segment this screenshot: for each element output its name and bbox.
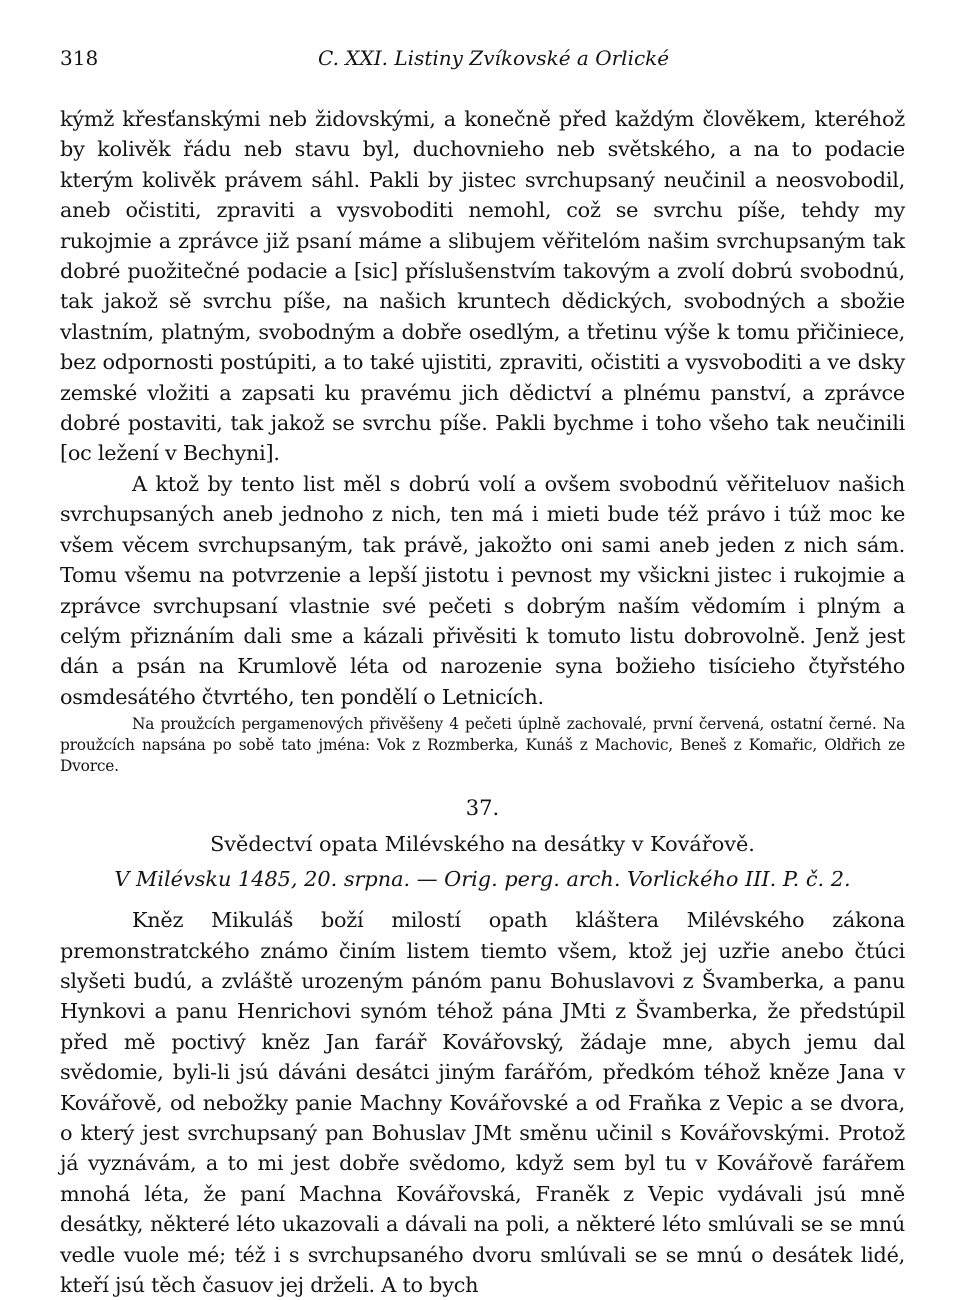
page-number: 318 [60, 46, 99, 70]
document-text [60, 905, 905, 1300]
running-head [60, 40, 905, 76]
charter-paragraph: kýmž křesťanskými neb židovskými, a konečně před každým člověkem, kteréhož by kolivěk řádu neb stavu byl, duchovnieho neb světského, a na to podacie kterým kolivěk právem sáhl. Pakli by jistec svrchupsaný neučinil a neosvobodil, aneb očistiti, zpraviti a vysvoboditi nemohl, což se svrchu píše, tehdy my rukojmie a zprávce již psaní máme a slibujem věřitelóm našim svrchupsaným tak dobré puožitečné podacie a [sic] příslušenstvím takovým a zvolí dobrú svobodnú, tak jakož sě svrchu píše, na našich kruntech dědických, svobodných a sbožie vlastním, platným, svobodným a dobře osedlým, a třetinu výše k tomu přičiniece, bez odpornosti postúpiti, a to také ujistiti, zpraviti, očistiti a vysvoboditi a ve dsky zemské vložiti a zapsati ku pravému jich dědictví a plnému panství, a zprávce dobré postaviti, tak jakož se svrchu píše. Pakli bychme i toho všeho tak neučinili [oc ležení v Bechyni]. [60, 107, 905, 466]
charter-paragraph: A ktož by tento list měl s dobrú volí a ovšem svobodnú věřiteluov našich svrchupsaných aneb jednoho z nich, ten má i mieti bude též právo i túž moc ke všem věcem svrchupsaným, tak právě, jakožto oni sami aneb jeden z nich sám. Tomu všemu na potvrzenie a lepší jistotu i pevnost my všickni jistec i rukojmie a zprávce svrchupsaní vlastnie své pečeti s dobrým naším vědomím i plným a celým přiznáním dali sme a kázali přivěsiti k tomuto listu dobrovolně. Jenž jest dán a psán na Krumlově léta od narozenie syna božieho tisícieho čtyřstého osmdesátého čtvrtého, ten pondělí o Letnicích. [60, 471, 905, 709]
document-date-line: V Milévsku 1485, 20. srpna. — Orig. perg. arch. Vorlického III. P. č. 2. [114, 867, 851, 892]
document-title: Svědectví opata Milévského na desátky v Kovářově. [210, 832, 755, 857]
seal-note: Na proužcích pergamenových přivěšeny 4 pečeti úplně zachovalé, první červená, ostatní černé. Na proužcích napsána po sobě tato jména: Vok z Rozmberka, Kunáš z Machovic, Beneš z Komařic, Oldřich ze Dvorce. [60, 715, 905, 776]
charter-text [60, 104, 905, 777]
document-number: 37. [465, 796, 500, 821]
book-page [60, 40, 905, 1297]
document-paragraph: Kněz Mikuláš boží milostí opath kláštera Milévského zákona premonstratckého známo činím listem tiemto všem, ktož jej uzřie anebo čtúci slyšeti budú, a zvláště urozeným pánóm panu Bohuslavovi z Švamberka, a panu Hynkovi a panu Henrichovi synóm téhož pána JMti z Švamberka, že předstúpil před mě poctivý kněz Jan farář Kovářovský, žádaje mne, abych jemu dal svědomie, byli-li jsú dáváni desátci jiným farářóm, předkóm téhož kněze Jana v Kovářově, od nebožky panie Machny Kovářovské a od Fraňka z Vepic a se dvora, o který jest svrchupsaný pan Bohuslav JMt směnu učinil s Kovářovskými. Protož já vyznávám, a to mi jest dobře svědomo, když sem byl tu v Kovářově farářem mnohá léta, že paní Machna Kovářovská, Franěk z Vepic vydávali jsú mně desátky, některé léto ukazovali a dávali na poli, a některé léto smlúvali se se mnú vedle vuole mé; též i s svrchupsaného dvoru smlúvali se se mnú o desátek lidé, kteří jsú těch časuov jej drželi. A to bych [60, 908, 905, 1297]
running-title: C. XXI. Listiny Zvíkovské a Orlické [318, 46, 670, 70]
